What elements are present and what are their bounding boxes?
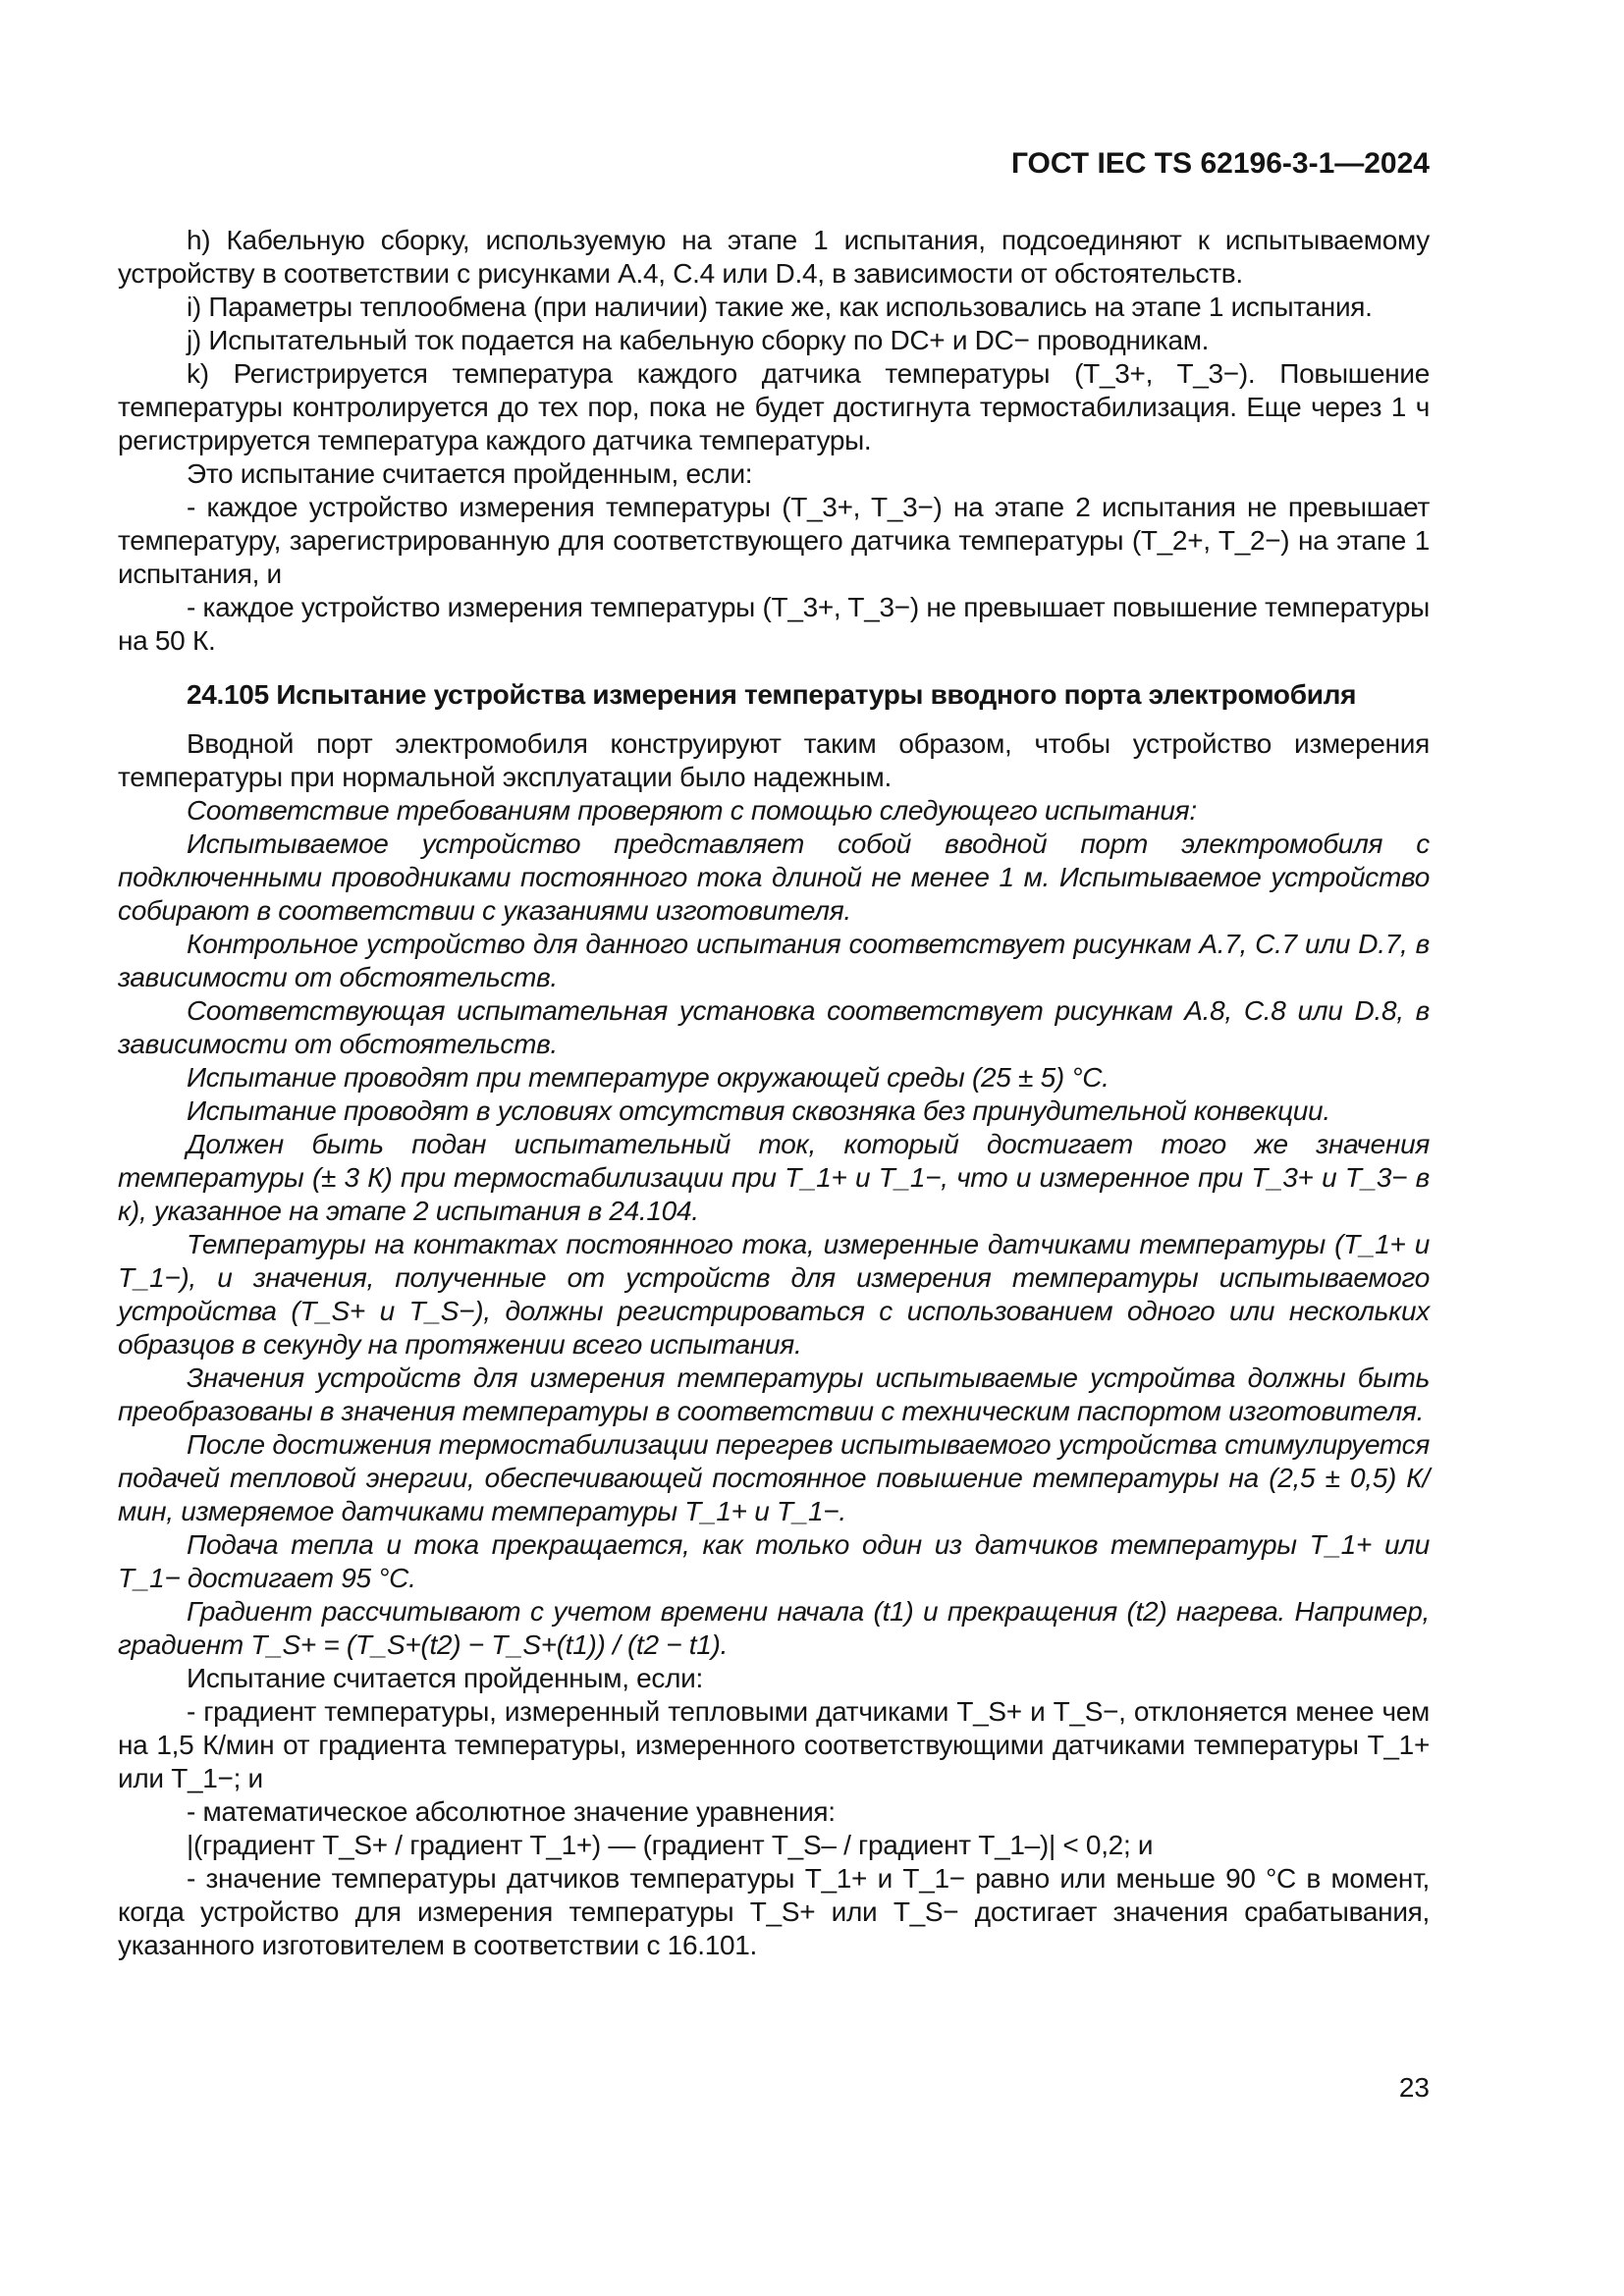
section-heading: 24.105 Испытание устройства измерения температуры вводного порта электромобиля <box>187 679 1357 710</box>
paragraph: Испытываемое устройство представляет собой вводной порт электромобиля с подключенными проводниками постоянного тока длиной не менее 1 м. Испытываемое устройство собирают в соответствии с указаниями изготовителя. <box>118 828 1430 926</box>
paragraph: Температуры на контактах постоянного тока, измеренные датчиками температуры (T_1+ и T_1−), и значения, полученные от устройств для измерения температуры испытываемого устройства (T_S+ и T_S−), должны регистрироваться с использованием одного или нескольких образцов в секунду на протяжении всего испытания. <box>118 1229 1430 1360</box>
paragraph: Соответствующая испытательная установка соответствует рисункам А.8, С.8 или D.8, в зависимости от обстоятельств. <box>118 995 1430 1059</box>
paragraph: Соответствие требованиям проверяют с помощью следующего испытания: <box>187 795 1197 826</box>
paragraph: Контрольное устройство для данного испытания соответствует рисункам А.7, С.7 или D.7, в зависимости от обстоятельств. <box>118 929 1430 992</box>
paragraph: Должен быть подан испытательный ток, который достигает того же значения температуры (± 3 К) при термостабилизации при T_1+ и T_1−, что и измеренное при T_3+ и T_3− в к), указанное на этапе 2 испытания в 24.104. <box>118 1129 1430 1226</box>
paragraph: Это испытание считается пройденным, если: <box>187 458 753 489</box>
paragraph: - значение температуры датчиков температуры T_1+ и T_1− равно или меньше 90 °С в момент, когда устройство для измерения температуры T_S+ или T_S− достигает значения срабатывания, указанного изготовителем в соответствии с 16.101. <box>118 1863 1430 1960</box>
paragraph: Испытание проводят при температуре окружающей среды (25 ± 5) °С. <box>187 1062 1110 1093</box>
paragraph: j) Испытательный ток подается на кабельную сборку по DC+ и DC− проводникам. <box>187 325 1210 355</box>
paragraph: k) Регистрируется температура каждого датчика температуры (T_3+, T_3−). Повышение температуры контролируется до тех пор, пока не будет достигнута термостабилизация. Еще через 1 ч регистрируется температура каждого датчика температуры. <box>118 358 1430 455</box>
running-header: ГОСТ IEC TS 62196-3-1—2024 <box>1010 147 1430 180</box>
paragraph: |(градиент T_S+ / градиент T_1+) — (градиент T_S– / градиент T_1–)| < 0,2; и <box>187 1830 1154 1860</box>
paragraph: Испытание проводят в условиях отсутствия сквозняка без принудительной конвекции. <box>187 1095 1330 1126</box>
paragraph: Испытание считается пройденным, если: <box>187 1663 703 1693</box>
paragraph: После достижения термостабилизации перегрев испытываемого устройства стимулируется подачей тепловой энергии, обеспечивающей постоянное повышение температуры на (2,5 ± 0,5) К/мин, измеряемое датчиками температуры T_1+ и T_1−. <box>118 1429 1430 1526</box>
paragraph: - каждое устройство измерения температуры (T_3+, T_3−) не превышает повышение температуры на 50 К. <box>118 592 1430 656</box>
paragraph: Подача тепла и тока прекращается, как только один из датчиков температуры T_1+ или T_1− достигает 95 °С. <box>118 1529 1430 1593</box>
page-number: 23 <box>1398 2072 1430 2103</box>
paragraph: Градиент рассчитывают с учетом времени начала (t1) и прекращения (t2) нагрева. Например, градиент T_S+ = (T_S+(t2) − T_S+(t1)) / (t2 − t1). <box>118 1596 1430 1660</box>
paragraph: - каждое устройство измерения температуры (T_3+, T_3−) на этапе 2 испытания не превышает температуру, зарегистрированную для соответствующего датчика температуры (T_2+, T_2−) на этапе 1 испытания, и <box>118 492 1430 589</box>
document-body <box>118 224 1430 1962</box>
paragraph: - градиент температуры, измеренный тепловыми датчиками T_S+ и T_S−, отклоняется менее чем на 1,5 К/мин от градиента температуры, измеренного соответствующими датчиками температуры T_1+ или T_1−; и <box>118 1696 1430 1793</box>
paragraph: Вводной порт электромобиля конструируют таким образом, чтобы устройство измерения температуры при нормальной эксплуатации было надежным. <box>118 728 1430 792</box>
paragraph: Значения устройств для измерения температуры испытываемые устройтва должны быть преобразованы в значения температуры в соответствии с техническим паспортом изготовителя. <box>118 1362 1430 1426</box>
paragraph: i) Параметры теплообмена (при наличии) такие же, как использовались на этапе 1 испытания. <box>187 292 1373 322</box>
paragraph: h) Кабельную сборку, используемую на этапе 1 испытания, подсоединяют к испытываемому устройству в соответствии с рисунками А.4, С.4 или D.4, в зависимости от обстоятельств. <box>118 225 1430 289</box>
paragraph: - математическое абсолютное значение уравнения: <box>187 1796 836 1827</box>
